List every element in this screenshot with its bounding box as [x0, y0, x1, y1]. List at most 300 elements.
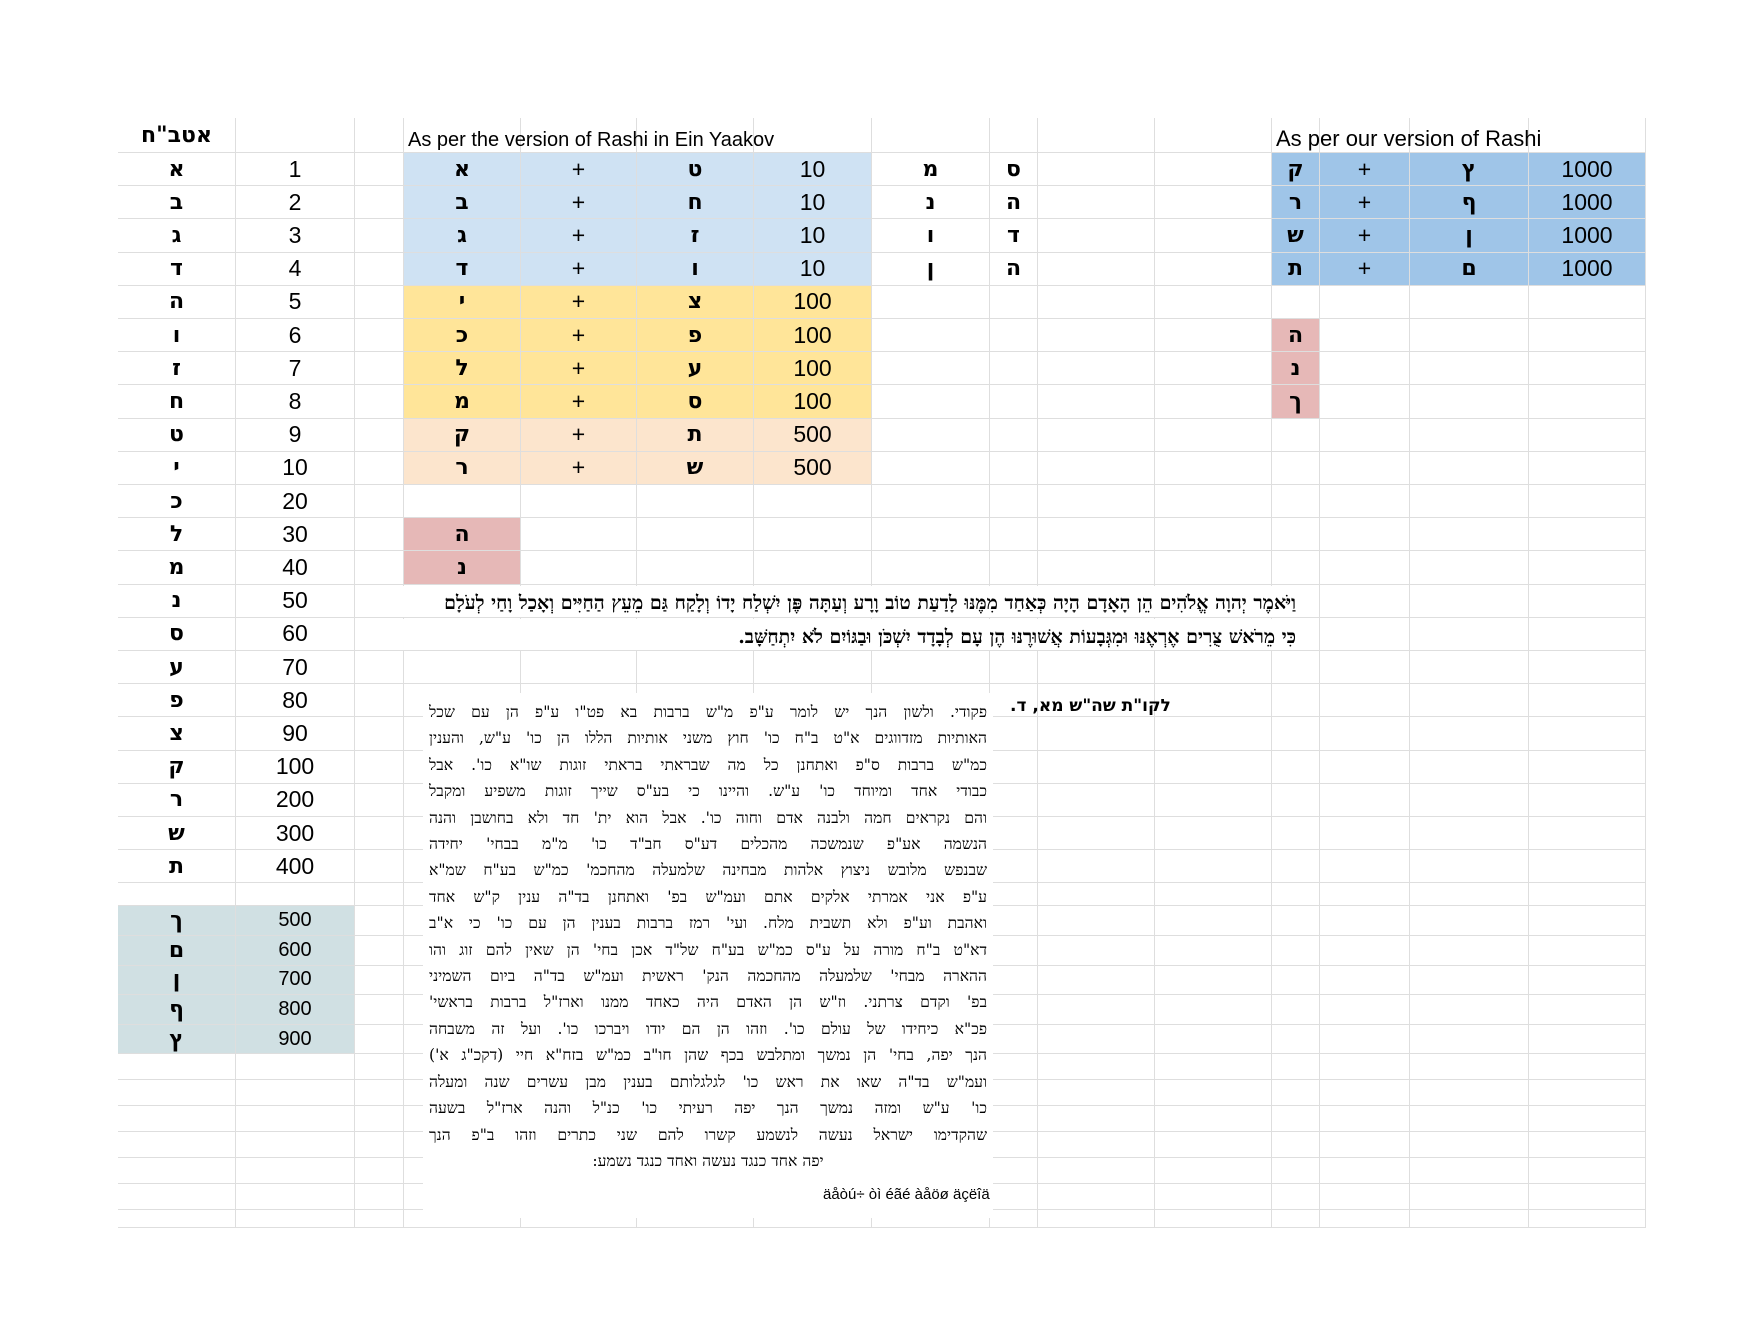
- grid-cell: [1155, 452, 1272, 485]
- grid-cell: [1272, 817, 1320, 850]
- grid-cell: [1272, 717, 1320, 750]
- pair-sum: 500: [754, 419, 872, 452]
- legend-value: 7: [236, 352, 355, 385]
- pair-sum: 100: [754, 286, 872, 319]
- grid-cell: [1320, 883, 1410, 906]
- grid-cell: [355, 1080, 404, 1106]
- grid-cell: [1038, 784, 1155, 817]
- legend-letter: ר: [118, 784, 236, 817]
- pair-sum: 1000: [1529, 186, 1646, 219]
- grid-cell: [1320, 618, 1410, 651]
- grid-cell: [1038, 1184, 1155, 1210]
- grid-cell: [1320, 936, 1410, 966]
- grid-cell: [1272, 906, 1320, 936]
- grid-cell: [1038, 850, 1155, 883]
- grid-cell: [990, 995, 1038, 1025]
- grid-cell: [118, 1184, 236, 1210]
- legend-letter: ע: [118, 651, 236, 684]
- grid-cell: [1272, 518, 1320, 551]
- grid-cell: [872, 485, 990, 518]
- legend-letter: ב: [118, 186, 236, 219]
- grid-cell: [872, 651, 990, 684]
- legend-letter: ק: [118, 751, 236, 784]
- grid-cell: [1320, 1132, 1410, 1158]
- grid-cell: [1320, 352, 1410, 385]
- grid-cell: [1155, 352, 1272, 385]
- grid-cell: [1155, 966, 1272, 996]
- grid-cell: [1410, 518, 1529, 551]
- legend-value: 3: [236, 219, 355, 252]
- grid-cell: [1272, 784, 1320, 817]
- grid-cell: [1320, 1106, 1410, 1132]
- plus-sign: +: [521, 319, 637, 352]
- grid-cell: [1410, 385, 1529, 418]
- excerpt-line: שבנפש מלובש ניצוץ אלהות מבחינה שלמעלה מהחכמ' כמ"ש בע"ח שמ"א: [429, 861, 987, 880]
- grid-cell: [1410, 1132, 1529, 1158]
- grid-cell: [990, 452, 1038, 485]
- grid-cell: [118, 1210, 236, 1228]
- grid-cell: [1410, 817, 1529, 850]
- excerpt-line: ואהבת וע"פ ולא תשבית מלח. ועי' רמז ברבות בענין הן עם כו' כי א"ב: [429, 914, 987, 933]
- grid-cell: [355, 286, 404, 319]
- legend-letter: ז: [118, 352, 236, 385]
- grid-cell: [1410, 784, 1529, 817]
- grid-cell: [355, 717, 404, 750]
- grid-cell: [1320, 419, 1410, 452]
- grid-cell: [1038, 1158, 1155, 1184]
- grid-cell: [1038, 651, 1155, 684]
- excerpt-line: בפ' וקדם צרתני. וז"ש הן האדם היה כאחד ממנו וארז"ל ברבות בראשי': [429, 993, 987, 1012]
- grid-cell: [404, 651, 521, 684]
- pair-sum: 1000: [1529, 253, 1646, 286]
- grid-cell: [1320, 717, 1410, 750]
- grid-cell: [1155, 936, 1272, 966]
- grid-cell: [1038, 936, 1155, 966]
- grid-cell: [1410, 717, 1529, 750]
- grid-cell: [1410, 551, 1529, 584]
- legend-value: 2: [236, 186, 355, 219]
- final-letter: ף: [118, 995, 236, 1025]
- grid-cell: [1410, 1184, 1529, 1210]
- grid-cell: [1038, 385, 1155, 418]
- legend-letter: צ: [118, 717, 236, 750]
- grid-cell: [990, 1080, 1038, 1106]
- grid-cell: [355, 452, 404, 485]
- grid-cell: [1320, 817, 1410, 850]
- grid-cell: [1320, 551, 1410, 584]
- grid-cell: [1038, 1132, 1155, 1158]
- grid-cell: [1320, 1184, 1410, 1210]
- grid-cell: [1155, 286, 1272, 319]
- legend-letter: ש: [118, 817, 236, 850]
- legend-letter: א: [118, 153, 236, 186]
- grid-cell: [236, 1080, 355, 1106]
- grid-cell: [1155, 319, 1272, 352]
- grid-cell: [1038, 518, 1155, 551]
- grid-cell: [1155, 1054, 1272, 1080]
- grid-cell: [1155, 883, 1272, 906]
- excerpt-line: הנך יפה, בחי' הן נמשך ומתלבש בכף שהן חו"ב כמ"ש בזח"א חיי (דקכ"ג א'): [429, 1046, 987, 1065]
- grid-cell: [872, 286, 990, 319]
- grid-cell: [1529, 1132, 1646, 1158]
- legend-value: 4: [236, 253, 355, 286]
- grid-cell: [1410, 850, 1529, 883]
- grid-cell: [1155, 551, 1272, 584]
- grid-cell: [1038, 419, 1155, 452]
- grid-cell: [355, 1054, 404, 1080]
- grid-cell: [1155, 1132, 1272, 1158]
- legend-value: 10: [236, 452, 355, 485]
- grid-cell: [1155, 518, 1272, 551]
- legend-letter: ט: [118, 419, 236, 452]
- unpaired-letter: ך: [1272, 385, 1320, 418]
- pair-letter-b: ע: [637, 352, 754, 385]
- grid-cell: [355, 966, 404, 996]
- mid-pair-right: ה: [990, 253, 1038, 286]
- grid-cell: [1038, 717, 1155, 750]
- grid-cell: [990, 936, 1038, 966]
- grid-cell: [1410, 751, 1529, 784]
- grid-cell: [355, 319, 404, 352]
- grid-cell: [521, 551, 637, 584]
- grid-cell: [236, 1158, 355, 1184]
- grid-cell: [1410, 1025, 1529, 1055]
- grid-cell: [1320, 850, 1410, 883]
- grid-cell: [355, 850, 404, 883]
- grid-cell: [990, 751, 1038, 784]
- grid-cell: [990, 419, 1038, 452]
- legend-letter: ג: [118, 219, 236, 252]
- grid-cell: [1272, 485, 1320, 518]
- legend-letter: כ: [118, 485, 236, 518]
- grid-cell: [1529, 751, 1646, 784]
- grid-cell: [118, 1132, 236, 1158]
- plus-sign: +: [1320, 186, 1410, 219]
- grid-cell: [355, 518, 404, 551]
- grid-cell: [754, 651, 872, 684]
- plus-sign: +: [521, 352, 637, 385]
- mid-pair-right: ד: [990, 219, 1038, 252]
- grid-cell: [1038, 186, 1155, 219]
- mid-pair-left: ו: [872, 219, 990, 252]
- legend-value: 300: [236, 817, 355, 850]
- legend-value: 5: [236, 286, 355, 319]
- ein-yaakov-title: As per the version of Rashi in Ein Yaakov: [408, 129, 775, 151]
- grid-cell: [1320, 518, 1410, 551]
- grid-cell: [1529, 518, 1646, 551]
- grid-cell: [1272, 1080, 1320, 1106]
- pair-letter-b: ם: [1410, 253, 1529, 286]
- grid-cell: [1038, 253, 1155, 286]
- grid-cell: [355, 936, 404, 966]
- legend-value: 70: [236, 651, 355, 684]
- grid-cell: [355, 385, 404, 418]
- grid-cell: [1410, 485, 1529, 518]
- grid-cell: [1529, 906, 1646, 936]
- grid-cell: [990, 286, 1038, 319]
- grid-cell: [1320, 1080, 1410, 1106]
- legend-value: 40: [236, 551, 355, 584]
- grid-cell: [1272, 1025, 1320, 1055]
- grid-cell: [1410, 1158, 1529, 1184]
- pair-letter-a: ש: [1272, 219, 1320, 252]
- grid-cell: [1410, 1080, 1529, 1106]
- grid-cell: [1410, 1210, 1529, 1228]
- excerpt-line: כמ"ש ברבות ס"פ ואתחנן כל מה שבראתי בראתי זוגות שו"א כו'. אבל: [429, 755, 987, 774]
- grid-cell: [1320, 906, 1410, 936]
- grid-cell: [1529, 1080, 1646, 1106]
- grid-cell: [1529, 352, 1646, 385]
- legend-value: 200: [236, 784, 355, 817]
- grid-cell: [355, 751, 404, 784]
- final-letter: ן: [118, 966, 236, 996]
- grid-cell: [1155, 219, 1272, 252]
- grid-cell: [1320, 1158, 1410, 1184]
- grid-cell: [1410, 352, 1529, 385]
- grid-cell: [1038, 319, 1155, 352]
- grid-cell: [1155, 1080, 1272, 1106]
- grid-cell: [1529, 1106, 1646, 1132]
- grid-cell: [1272, 850, 1320, 883]
- legend-letter: נ: [118, 585, 236, 618]
- grid-cell: [236, 118, 355, 153]
- pair-sum: 100: [754, 385, 872, 418]
- grid-cell: [1529, 995, 1646, 1025]
- unpaired-letter: נ: [404, 551, 521, 584]
- grid-cell: [118, 1054, 236, 1080]
- grid-cell: [872, 452, 990, 485]
- grid-cell: [355, 906, 404, 936]
- final-value: 500: [236, 906, 355, 936]
- pair-sum: 500: [754, 452, 872, 485]
- grid-cell: [1320, 751, 1410, 784]
- grid-cell: [1410, 936, 1529, 966]
- grid-cell: [1155, 153, 1272, 186]
- excerpt-line: יפה אחד כנגד נעשה ואחד כנגד נשמע:: [592, 1151, 824, 1170]
- legend-value: 100: [236, 751, 355, 784]
- pair-letter-a: ר: [404, 452, 521, 485]
- grid-cell: [1410, 319, 1529, 352]
- grid-cell: [1410, 966, 1529, 996]
- excerpt-line: האותיות מזדווגים א"ט ב"ח כו' חוץ משני אותיות הללו הן כו' ע"ש, והענין: [429, 729, 987, 748]
- pair-letter-a: ק: [404, 419, 521, 452]
- plus-sign: +: [521, 186, 637, 219]
- grid-cell: [1320, 485, 1410, 518]
- pair-sum: 10: [754, 153, 872, 186]
- pair-letter-a: מ: [404, 385, 521, 418]
- grid-cell: [355, 1158, 404, 1184]
- grid-cell: [1410, 995, 1529, 1025]
- grid-cell: [872, 551, 990, 584]
- grid-cell: [754, 485, 872, 518]
- grid-cell: [990, 518, 1038, 551]
- grid-cell: [355, 817, 404, 850]
- plus-sign: +: [521, 219, 637, 252]
- verse-line-2: כִּי מֵרֹאשׁ צֻרִים אֶרְאֶנּוּ וּמִגְּבָעוֹת אֲשׁוּרֶנּוּ הֶן עָם לְבָדָד יִשְׁכֹּן וּבַגּוֹיִם לֹא יִתְחַשָּׁב.: [738, 626, 1296, 648]
- final-value: 600: [236, 936, 355, 966]
- grid-cell: [754, 518, 872, 551]
- plus-sign: +: [521, 419, 637, 452]
- grid-cell: [1529, 651, 1646, 684]
- grid-cell: [355, 784, 404, 817]
- grid-cell: [1038, 1025, 1155, 1055]
- plus-sign: +: [1320, 153, 1410, 186]
- grid-cell: [404, 485, 521, 518]
- pair-sum: 10: [754, 186, 872, 219]
- grid-cell: [1038, 817, 1155, 850]
- excerpt-line: והם נקראים חמה ולבנה אדם וחוה כו'. אבל הוא ית' חד ולא בחושבן והנה: [429, 808, 987, 827]
- legend-letter: ס: [118, 618, 236, 651]
- legend-value: 1: [236, 153, 355, 186]
- grid-cell: [990, 1210, 1038, 1228]
- grid-cell: [1320, 651, 1410, 684]
- grid-cell: [1529, 817, 1646, 850]
- final-value: 900: [236, 1025, 355, 1055]
- excerpt-line: הנשמה אע"פ שנמשכה מהכלים דע"ס חב"ד כו' מ"מ בבחי' יחידה: [429, 835, 987, 854]
- garbled-caption: äåòú÷ òì éãé àåöø äçëîä: [823, 1186, 990, 1203]
- grid-cell: [1320, 319, 1410, 352]
- source-reference: לקו"ת שה"ש מא, ד.: [1010, 696, 1171, 716]
- verse-line-1: וַיֹּאמֶר יְהוָה אֱלֹהִים הֵן הָאָדָם הָיָה כְּאַחַד מִמֶּנּוּ לָדַעַת טוֹב וָרָע וְעַתָּה פֶּן יִשְׁלַח יָדוֹ וְלָקַח גַּם מֵעֵץ הַחַיִּים וְאָכַל וָחַי לְעֹלָם: [444, 592, 1296, 614]
- grid-cell: [872, 385, 990, 418]
- pair-letter-b: ס: [637, 385, 754, 418]
- legend-value: 80: [236, 684, 355, 717]
- grid-cell: [1038, 966, 1155, 996]
- grid-cell: [1529, 883, 1646, 906]
- grid-cell: [990, 784, 1038, 817]
- pair-letter-b: ח: [637, 186, 754, 219]
- text-excerpt: [423, 693, 993, 1218]
- grid-cell: [355, 1210, 404, 1228]
- grid-cell: [872, 319, 990, 352]
- grid-cell: [872, 419, 990, 452]
- grid-cell: [355, 186, 404, 219]
- plus-sign: +: [521, 286, 637, 319]
- grid-cell: [355, 485, 404, 518]
- pair-letter-b: ז: [637, 219, 754, 252]
- unpaired-letter: נ: [1272, 352, 1320, 385]
- final-value: 800: [236, 995, 355, 1025]
- grid-cell: [1529, 485, 1646, 518]
- legend-value: 20: [236, 485, 355, 518]
- pair-letter-a: ל: [404, 352, 521, 385]
- grid-cell: [1410, 452, 1529, 485]
- grid-cell: [1529, 966, 1646, 996]
- grid-cell: [1155, 1025, 1272, 1055]
- grid-cell: [1272, 651, 1320, 684]
- legend-letter: ל: [118, 518, 236, 551]
- grid-cell: [355, 883, 404, 906]
- excerpt-line: ע"פ אני אמרתי אלקים אתם ועמ"ש בפ' ואתחנן בד"ה ענין ק"ש אחד: [429, 887, 987, 906]
- grid-cell: [355, 684, 404, 717]
- grid-cell: [355, 419, 404, 452]
- grid-cell: [1038, 153, 1155, 186]
- grid-cell: [1320, 784, 1410, 817]
- final-letter: ם: [118, 936, 236, 966]
- grid-cell: [1155, 1106, 1272, 1132]
- grid-cell: [1038, 485, 1155, 518]
- legend-letter: ה: [118, 286, 236, 319]
- grid-cell: [1529, 1210, 1646, 1228]
- grid-cell: [990, 966, 1038, 996]
- legend-letter: ת: [118, 850, 236, 883]
- grid-cell: [990, 485, 1038, 518]
- grid-cell: [236, 1054, 355, 1080]
- mid-pair-left: מ: [872, 153, 990, 186]
- grid-cell: [236, 1210, 355, 1228]
- grid-cell: [990, 883, 1038, 906]
- grid-cell: [990, 551, 1038, 584]
- grid-cell: [1038, 1106, 1155, 1132]
- grid-cell: [1155, 751, 1272, 784]
- legend-value: 400: [236, 850, 355, 883]
- grid-cell: [1038, 1054, 1155, 1080]
- legend-value: 30: [236, 518, 355, 551]
- grid-cell: [1529, 319, 1646, 352]
- grid-cell: [118, 883, 236, 906]
- grid-cell: [355, 1106, 404, 1132]
- grid-cell: [1410, 419, 1529, 452]
- grid-cell: [118, 1080, 236, 1106]
- grid-cell: [355, 551, 404, 584]
- legend-value: 6: [236, 319, 355, 352]
- grid-cell: [1529, 936, 1646, 966]
- grid-cell: [1038, 995, 1155, 1025]
- grid-cell: [637, 485, 754, 518]
- pair-letter-a: ד: [404, 253, 521, 286]
- grid-cell: [1272, 684, 1320, 717]
- grid-cell: [1155, 850, 1272, 883]
- plus-sign: +: [521, 253, 637, 286]
- grid-cell: [1155, 1158, 1272, 1184]
- pair-letter-a: ב: [404, 186, 521, 219]
- grid-cell: [1272, 419, 1320, 452]
- mid-pair-left: ן: [872, 253, 990, 286]
- excerpt-line: שהקדימו ישראל נעשה לנשמע קשרו להם שני כתרים וזהו ב"פ הנך: [429, 1125, 987, 1144]
- pair-letter-b: צ: [637, 286, 754, 319]
- grid-cell: [1155, 684, 1272, 717]
- legend-letter: ח: [118, 385, 236, 418]
- grid-cell: [1155, 186, 1272, 219]
- grid-cell: [1272, 1132, 1320, 1158]
- grid-cell: [990, 1025, 1038, 1055]
- pair-sum: 1000: [1529, 219, 1646, 252]
- grid-cell: [1529, 684, 1646, 717]
- legend-header: אטב"ח: [118, 118, 236, 153]
- grid-cell: [1410, 906, 1529, 936]
- grid-cell: [1529, 1158, 1646, 1184]
- pair-letter-a: ג: [404, 219, 521, 252]
- grid-cell: [355, 651, 404, 684]
- pair-sum: 100: [754, 352, 872, 385]
- grid-cell: [1320, 1210, 1410, 1228]
- grid-cell: [1272, 936, 1320, 966]
- grid-cell: [1410, 651, 1529, 684]
- grid-cell: [1155, 385, 1272, 418]
- grid-cell: [1038, 452, 1155, 485]
- grid-cell: [236, 883, 355, 906]
- grid-cell: [1529, 1025, 1646, 1055]
- grid-cell: [355, 352, 404, 385]
- excerpt-line: דא"ט ב"ח מורה על ע"ס כמ"ש בע"ח של"ד אכן בחי' הן שאין להם זוג והו: [429, 940, 987, 959]
- grid-cell: [1320, 1054, 1410, 1080]
- grid-cell: [1272, 1158, 1320, 1184]
- grid-cell: [118, 1106, 236, 1132]
- pair-letter-a: י: [404, 286, 521, 319]
- legend-letter: מ: [118, 551, 236, 584]
- pair-sum: 1000: [1529, 153, 1646, 186]
- grid-cell: [355, 1132, 404, 1158]
